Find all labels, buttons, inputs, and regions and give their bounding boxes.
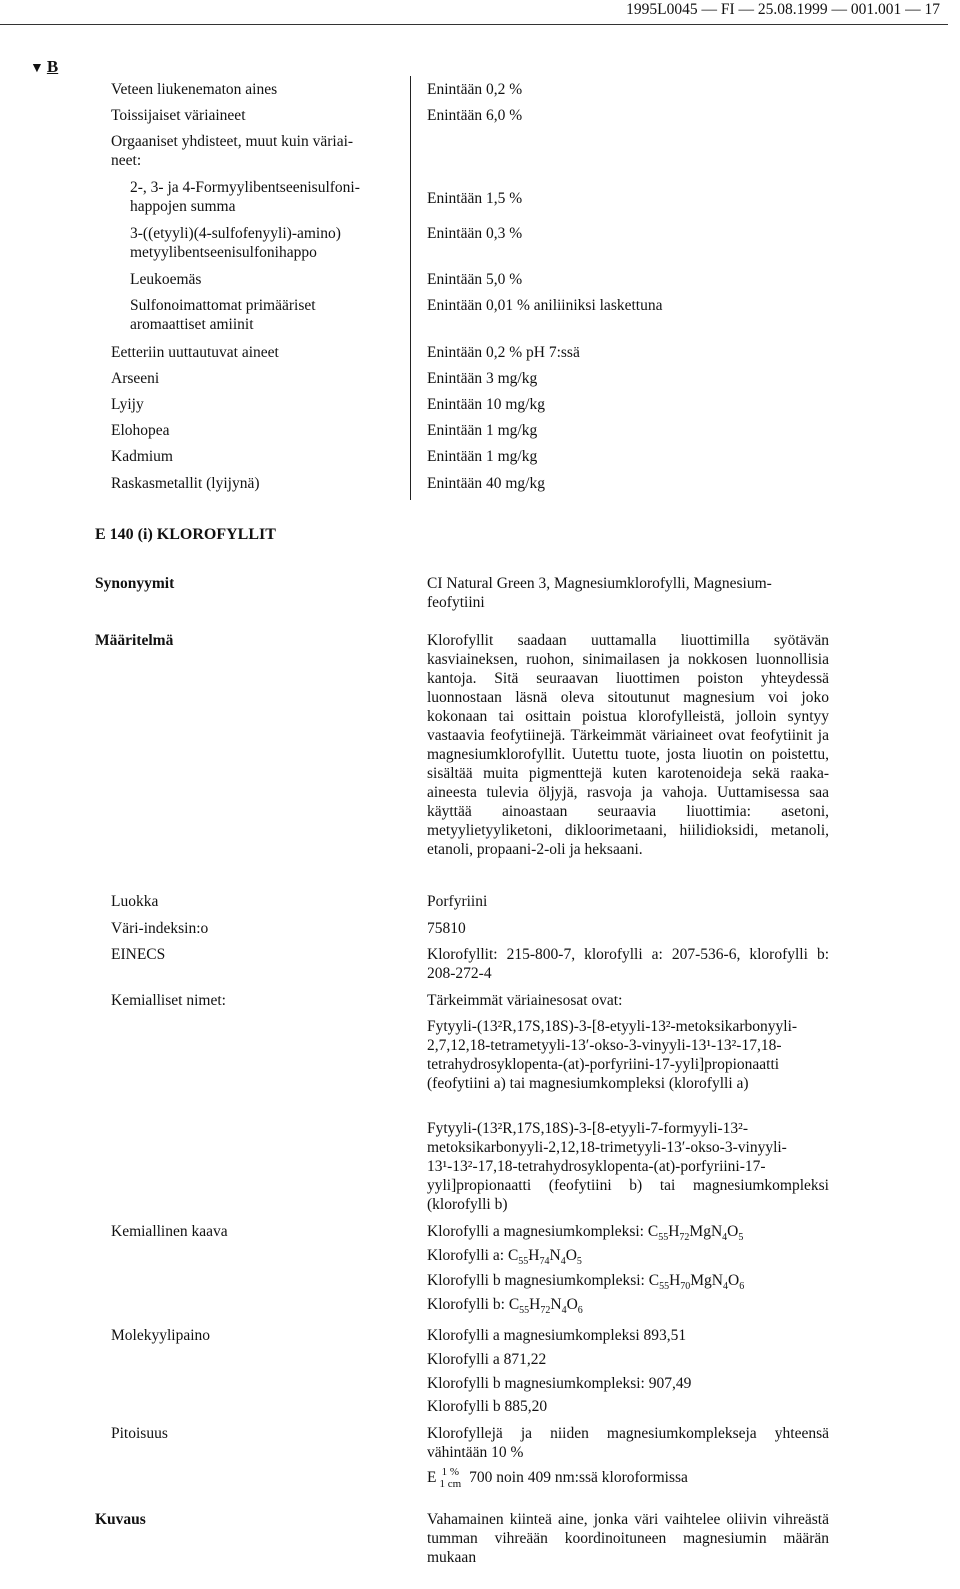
formula-text: $C_{55}H_{72}MgN_4O_5$ (647, 1223, 744, 1244)
header-rule (0, 24, 948, 25)
section-title: E 140 (i) KLOROFYLLIT (95, 526, 276, 543)
formula-text: $C_{55}H_{72}N_4O_6$ (508, 1296, 583, 1317)
molecular-weight-value: Klorofylli a 871,22 (427, 1351, 547, 1368)
purity-label: Veteen liukenematon aines (111, 81, 278, 98)
class-label: Luokka (111, 893, 159, 910)
synonyms-label: Synonyymit (95, 575, 175, 592)
formula-prefix: Klorofylli a magnesiumkompleksi: (427, 1223, 644, 1240)
purity-value: Enintään 40 mg/kg (427, 475, 545, 492)
amendment-marker (30, 57, 58, 78)
formula-text: $C_{55}H_{74}N_4O_5$ (507, 1247, 582, 1268)
molecular-weight-value: Klorofylli b magnesiumkompleksi: 907,49 (427, 1375, 692, 1392)
formula-text: $C_{55}H_{70}MgN_4O_6$ (648, 1272, 745, 1293)
formula-prefix: Klorofylli a: (427, 1247, 505, 1264)
purity-label: Kadmium (111, 448, 173, 465)
color-index-value: 75810 (427, 920, 466, 937)
chemical-names-label: Kemialliset nimet: (111, 992, 226, 1009)
absorbance-fraction (439, 1466, 461, 1490)
purity-label: Leukoemäs (130, 271, 202, 288)
purity-label: Arseeni (111, 370, 160, 387)
class-value: Porfyriini (427, 893, 488, 910)
synonyms-value: CI Natural Green 3, Magnesiumklorofylli, Magnesium- feofytiini (427, 575, 772, 611)
definition-value: Klorofyllit saadaan uuttamalla liuottimilla syötävän kasviaineksen, ruohon, sinimailasen ja nokkosen luonnollisia kantoja. Sitä seuraavan liuottimen poiston yhteydessä luonnostaan läsnä oleva sitoutunut magnesium voi joko kokonaan tai osittain poistua klorofylleistä, jolloin syntyy vastaavia feofytiinejä. Tärkeimmät väriaineet ovat feofytiinit ja magnesiumklorofyllit. Uutettu tuote, josta liuotin on poistettu, sisältää muita pigmenttejä kuten karotenoideja sekä raaka-aineesta tulevia öljyjä, rasvoja ja vahoja. Uuttamisessa saa käyttää ainoastaan seuraavia liuottimia: asetoni, metyylietyyliketoni, dikloorimetaani, hiilidioksidi, metanoli, etanoli, propaani-2-oli ja heksaani. (427, 632, 829, 858)
purity-value: Enintään 0,2 % (427, 81, 523, 98)
purity-value: Enintään 1 mg/kg (427, 448, 538, 465)
einecs-label: EINECS (111, 946, 166, 963)
purity-label: 2-, 3- ja 4-Formyylibentseenisulfoni- happojen summa (130, 179, 360, 215)
purity-value: Enintään 0,01 % aniliiniksi laskettuna (427, 297, 663, 314)
purity-label: Raskasmetallit (lyijynä) (111, 475, 260, 492)
page-header: 1995L0045 — FI — 25.08.1999 — 001.001 — 17 (626, 1, 940, 18)
purity-value: Enintään 0,3 % (427, 225, 523, 242)
purity-value: Enintään 5,0 % (427, 271, 523, 288)
purity-value: Enintään 1,5 % (427, 190, 523, 207)
purity-value: Enintään 0,2 % pH 7:ssä (427, 344, 580, 361)
purity-value: Enintään 3 mg/kg (427, 370, 538, 387)
formula-label: Kemiallinen kaava (111, 1223, 228, 1240)
chemical-names-intro: Tärkeimmät väriainesosat ovat: (427, 992, 623, 1009)
color-index-label: Väri-indeksin:o (111, 920, 209, 937)
absorbance-sub: 1 cm (439, 1478, 462, 1491)
purity-value: Enintään 1 mg/kg (427, 422, 538, 439)
formula-line (427, 1271, 829, 1293)
purity-label: Eetteriin uuttautuvat aineet (111, 344, 279, 361)
purity-value: Enintään 10 mg/kg (427, 396, 545, 413)
molecular-weight-label: Molekyylipaino (111, 1327, 211, 1344)
absorbance-text: 700 noin 409 nm:ssä kloroformissa (469, 1469, 688, 1486)
table-divider (410, 76, 411, 500)
absorbance-sup: 1 % (441, 1466, 460, 1479)
molecular-weight-value: Klorofylli a magnesiumkompleksi 893,51 (427, 1327, 687, 1344)
content-value: Klorofyllejä ja niiden magnesiumkomplekseja yhteensä vähintään 10 % (427, 1425, 829, 1461)
formula-prefix: Klorofylli b magnesiumkompleksi: (427, 1272, 645, 1289)
formula-prefix: Klorofylli b: (427, 1296, 505, 1313)
purity-label: Orgaaniset yhdisteet, muut kuin väriai- neet: (111, 133, 354, 169)
description-value: Vahamainen kiinteä aine, jonka väri vaihtelee oliivin vihreästä tumman vihreään koordinoituneen magnesiumin määrän mukaan (427, 1511, 829, 1566)
content-label: Pitoisuus (111, 1425, 168, 1442)
chemical-name-b: Fytyyli-(13²R,17S,18S)-3-[8-etyyli-7-formyyli-13²-metoksikarbonyyli-2,12,18-trimetyyli-13′-okso-3-vinyyli-13¹-13²-17,18-tetrahydrosyklopenta-(at)-porfyriini-17-yyli]propionaatti (feofytiini b) tai magnesiumkompleksi (klorofylli b) (427, 1120, 829, 1213)
absorbance-symbol: E (427, 1469, 437, 1486)
purity-label: Toissijaiset väriaineet (111, 107, 246, 124)
description-label: Kuvaus (95, 1511, 146, 1528)
purity-label: Lyijy (111, 396, 144, 413)
marker-label: B (46, 57, 59, 76)
formula-line (427, 1222, 829, 1244)
chemical-name-a: Fytyyli-(13²R,17S,18S)-3-[8-etyyli-13²-metoksikarbonyyli-2,7,12,18-tetrametyyli-13′-okso-3-vinyyli-13¹-13²-17,18-tetrahydrosyklopenta-(at)-porfyriini-17-yyli]propionaatti (feofytiini a) tai magnesiumkompleksi (klorofylli a) (427, 1018, 798, 1092)
purity-label: 3-((etyyli)(4-sulfofenyyli)-amino) metyylibentseenisulfonihappo (130, 225, 341, 261)
purity-label: Elohopea (111, 422, 170, 439)
absorbance-line (427, 1464, 829, 1492)
purity-value: Enintään 6,0 % (427, 107, 523, 124)
formula-line (427, 1295, 829, 1317)
einecs-value: Klorofyllit: 215-800-7, klorofylli a: 207-536-6, klorofylli b: 208-272-4 (427, 946, 829, 982)
purity-label: Sulfonoimattomat primääriset aromaattiset amiinit (130, 297, 316, 333)
molecular-weight-value: Klorofylli b 885,20 (427, 1398, 548, 1415)
formula-line (427, 1246, 829, 1268)
definition-label: Määritelmä (95, 632, 174, 649)
triangle-down-icon: ▼ (30, 61, 44, 76)
